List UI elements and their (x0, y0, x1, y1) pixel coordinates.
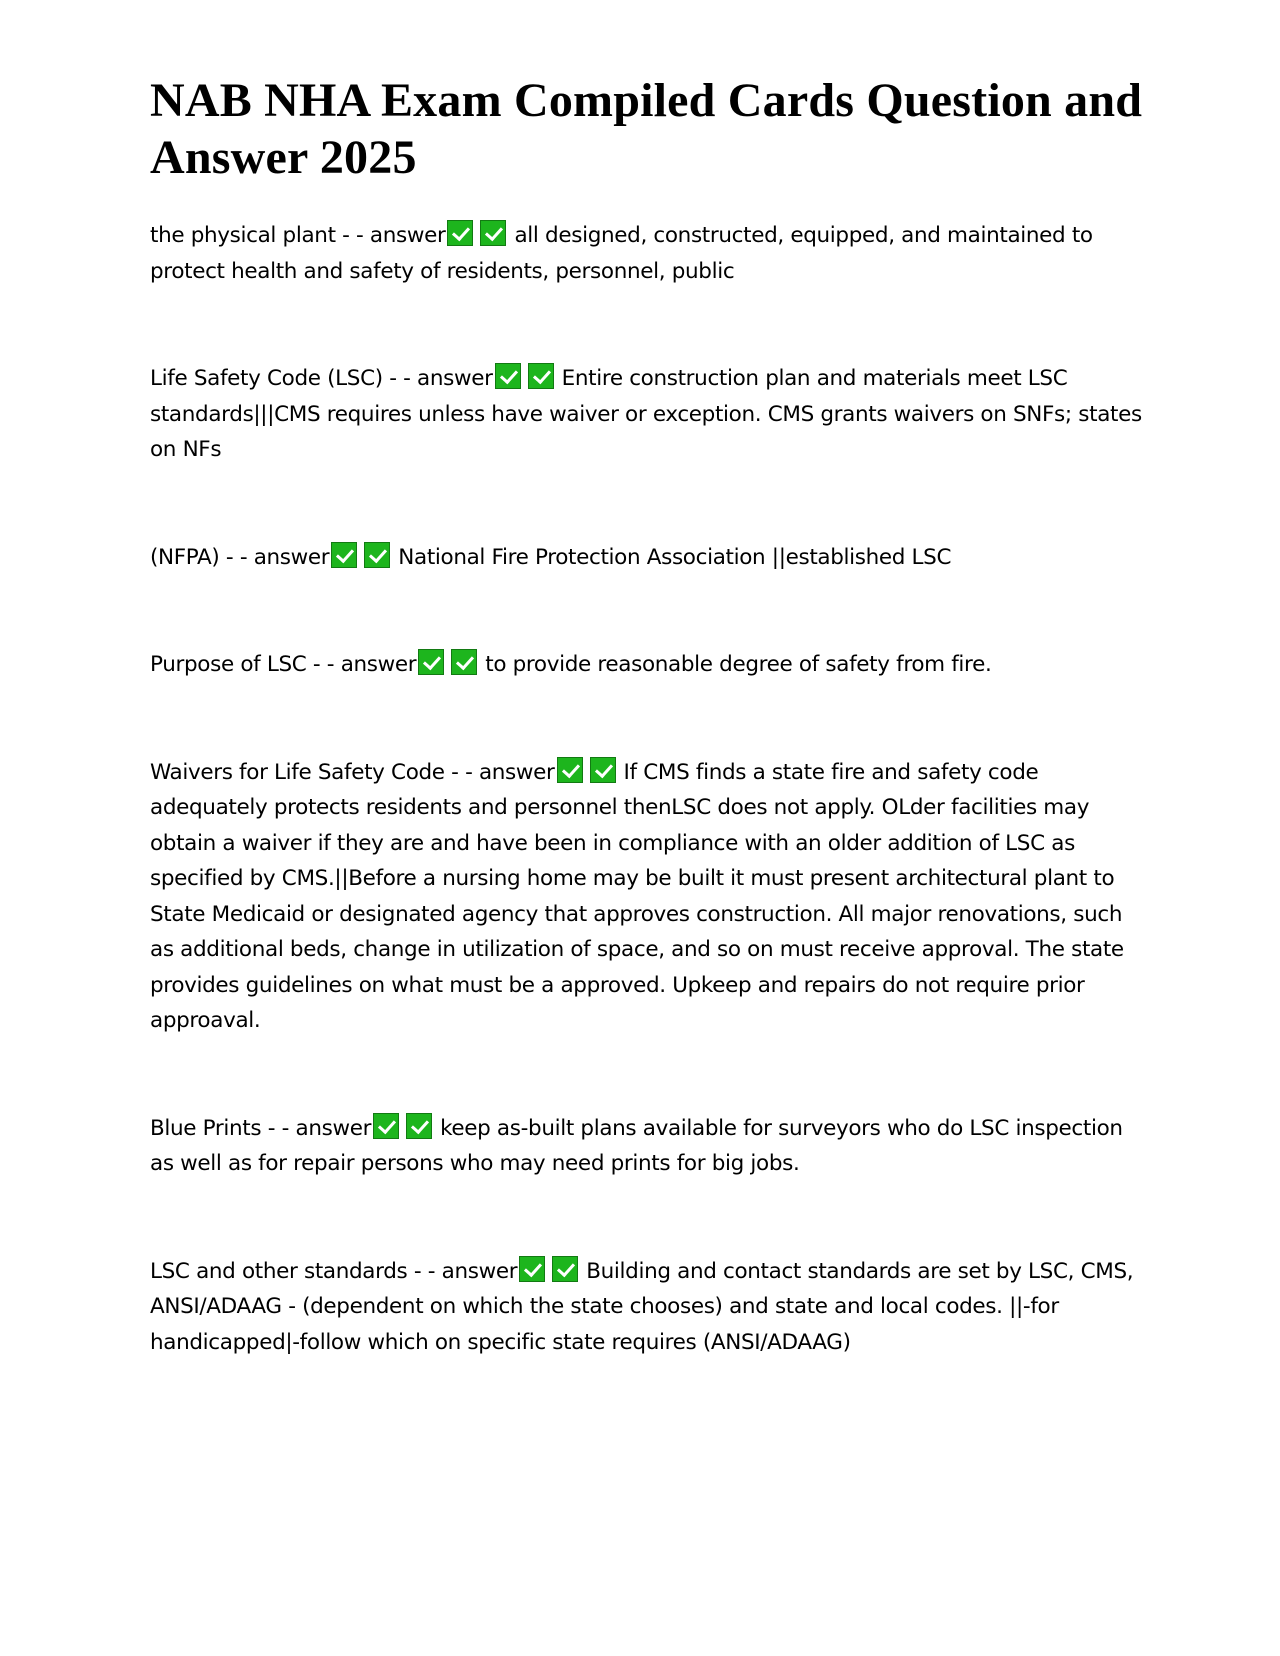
card-term: Purpose of LSC (150, 652, 307, 677)
card-term: the physical plant (150, 223, 336, 248)
check-mark-icon (480, 220, 506, 246)
card-answer: National Fire Protection Association ||established LSC (398, 544, 952, 570)
card-answer: Building and contact standards are set by LSC, CMS, ANSI/ADAAG - (dependent on which the state chooses) and state and local codes. ||-for handicapped|-follow which on specific state requires (ANSI/ADAAG) (150, 1258, 1134, 1355)
flashcard-blue-prints (150, 1111, 1150, 1182)
flashcard-purpose-of-lsc (150, 647, 1150, 683)
check-mark-icon (552, 1256, 578, 1282)
check-mark-icon (331, 542, 357, 568)
card-answer: If CMS finds a state fire and safety code adequately protects residents and personnel thenLSC does not apply. OLder facilities may obtain a waiver if they are and have been in compliance with an older addition of LSC as specified by CMS.||Before a nursing home may be built it must present architectural plant to State Medicaid or designated agency that approves construction. All major renovations, such as additional beds, change in utilization of space, and so on must receive approval. The state provides guidelines on what must be a approved. Upkeep and repairs do not require prior approaval. (150, 759, 1124, 1033)
check-mark-icon (418, 649, 444, 675)
answer-separator: - - answer (306, 652, 417, 677)
card-term: Waivers for Life Safety Code (150, 759, 445, 785)
flashcard-nfpa (150, 540, 1150, 576)
card-answer: all designed, constructed, equipped, and maintained to protect health and safety of residents, personnel, public (150, 223, 1093, 284)
check-mark-icon (447, 220, 473, 246)
card-answer: to provide reasonable degree of safety from fire. (485, 652, 992, 677)
answer-separator: - - answer (261, 1115, 372, 1141)
flashcard-life-safety-code (150, 361, 1150, 468)
card-term: Life Safety Code (LSC) (150, 366, 383, 391)
flashcard-physical-plant (150, 218, 1150, 289)
answer-separator: - - answer (444, 759, 555, 785)
answer-separator: - - answer (407, 1258, 518, 1284)
answer-separator: - - answer (335, 223, 446, 248)
flashcard-lsc-other-standards (150, 1254, 1150, 1361)
card-term: (NFPA) (150, 544, 220, 570)
card-answer: keep as-built plans available for surveyors who do LSC inspection as well as for repair persons who may need prints for big jobs. (150, 1115, 1123, 1176)
card-term: LSC and other standards (150, 1258, 408, 1284)
card-term: Blue Prints (150, 1115, 262, 1141)
check-mark-icon (519, 1256, 545, 1282)
card-answer: Entire construction plan and materials meet LSC standards|||CMS requires unless have waiver or exception. CMS grants waivers on SNFs; states on NFs (150, 366, 1142, 462)
document-page (150, 72, 1150, 1360)
check-mark-icon (364, 542, 390, 568)
answer-separator: - - answer (382, 366, 493, 391)
check-mark-icon (495, 363, 521, 389)
document-title: NAB NHA Exam Compiled Cards Question and Answer 2025 (150, 74, 1143, 184)
check-mark-icon (451, 649, 477, 675)
check-mark-icon (557, 757, 583, 783)
check-mark-icon (406, 1113, 432, 1139)
check-mark-icon (590, 757, 616, 783)
check-mark-icon (373, 1113, 399, 1139)
flashcard-waivers (150, 755, 1150, 1039)
check-mark-icon (528, 363, 554, 389)
answer-separator: - - answer (219, 544, 330, 570)
